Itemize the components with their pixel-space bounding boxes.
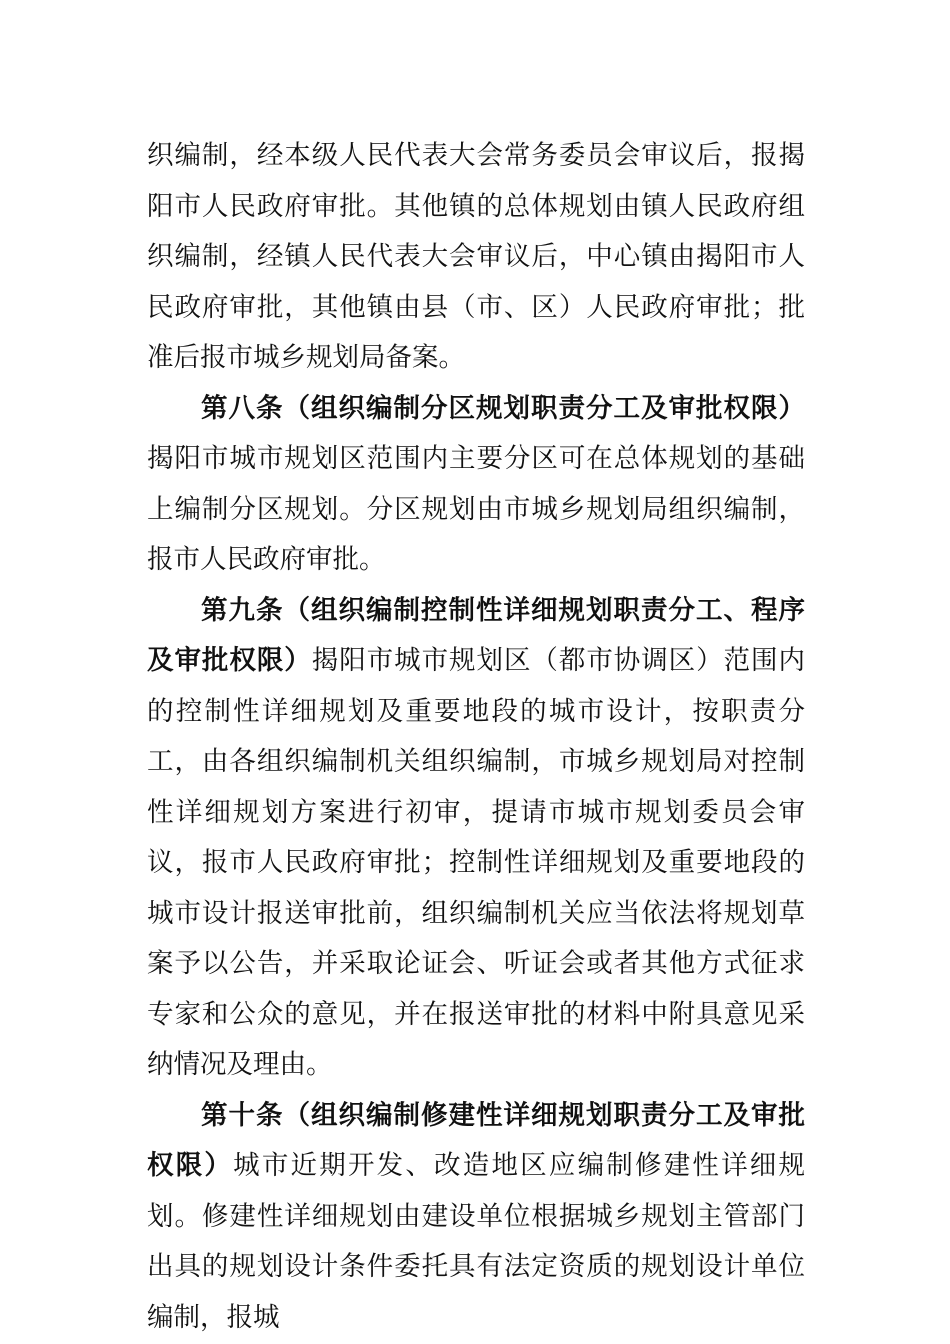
article-heading: 第九条（组织编制控制性详细规划职责分工、程序及审批权限） xyxy=(147,594,805,676)
article-8 xyxy=(147,384,805,586)
paragraph-text: 织编制，经本级人民代表大会常务委员会审议后，报揭阳市人民政府审批。其他镇的总体规划由镇人民政府组织编制，经镇人民代表大会审议后，中心镇由揭阳市人民政府审批，其他镇由县（市、区）人民政府审批；批准后报市城乡规划局备案。 xyxy=(147,140,805,373)
article-heading: 第八条（组织编制分区规划职责分工及审批权限） xyxy=(201,392,805,424)
article-text: 揭阳市城市规划区（都市协调区）范围内的控制性详细规划及重要地段的城市设计，按职责分工，由各组织编制机关组织编制，市城乡规划局对控制性详细规划方案进行初审，提请市城市规划委员会审议，报市人民政府审批；控制性详细规划及重要地段的城市设计报送审批前，组织编制机关应当依法将规划草案予以公告，并采取论证会、听证会或者其他方式征求专家和公众的意见，并在报送审批的材料中附具意见采纳情况及理由。 xyxy=(147,645,806,1080)
paragraph-continuation xyxy=(147,131,805,384)
article-heading: 第十条（组织编制修建性详细规划职责分工及审批权限） xyxy=(147,1099,805,1181)
article-text: 揭阳市城市规划区范围内主要分区可在总体规划的基础上编制分区规划。分区规划由市城乡规划局组织编制，报市人民政府审批。 xyxy=(147,443,805,575)
article-text: 城市近期开发、改造地区应编制修建性详细规划。修建性详细规划由建设单位根据城乡规划主管部门出具的规划设计条件委托具有法定资质的规划设计单位编制，报城 xyxy=(147,1150,806,1333)
article-10 xyxy=(147,1091,805,1344)
article-9 xyxy=(147,586,805,1091)
document-page xyxy=(147,131,805,1343)
